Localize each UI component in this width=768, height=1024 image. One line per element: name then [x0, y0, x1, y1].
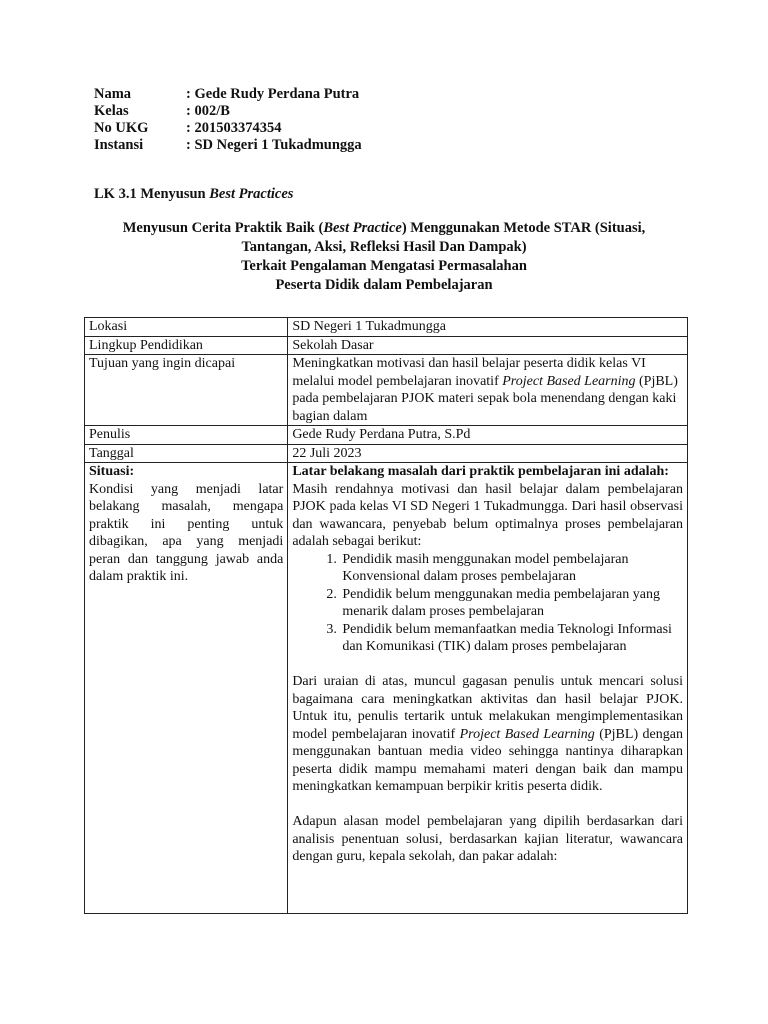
table-row-tanggal	[85, 444, 688, 463]
heading-line-1-italic: Best Practice	[323, 220, 402, 236]
heading-line-4: Peserta Didik dalam Pembelajaran	[275, 277, 493, 293]
latar-p2-italic: Project Based Learning	[459, 726, 595, 742]
identity-row-kelas	[94, 103, 362, 120]
cell-value-tujuan	[288, 355, 688, 426]
lk-title-prefix: LK 3.1 Menyusun	[94, 186, 210, 202]
heading-line-2: Tantangan, Aksi, Refleksi Hasil Dan Dampak)	[241, 239, 527, 255]
identity-label: Nama	[94, 86, 132, 102]
identity-label: No UKG	[94, 120, 149, 136]
identity-label: Instansi	[94, 137, 144, 153]
lk-title	[94, 186, 293, 203]
latar-p2-b: (PjBL) dengan menggunakan bantuan media video sehingga nantinya diharapkan peserta didik mampu memahami materi dengan baik dan mampu meningkatkan kemampuan berpikir kritis peserta didik.	[292, 726, 683, 794]
heading-line-1	[84, 219, 684, 238]
cell-value: SD Negeri 1 Tukadmungga	[288, 318, 688, 337]
cell-label: Lingkup Pendidikan	[85, 336, 288, 355]
latar-paragraph-3: Adapun alasan model pembelajaran yang dipilih berdasarkan dari analisis penentuan solusi, berdasarkan kajian literatur, wawancara dengan guru, kepala sekolah, dan pakar adalah:	[292, 814, 683, 864]
spacer	[292, 656, 683, 674]
latar-title: Latar belakang masalah dari praktik pembelajaran ini adalah:	[292, 464, 669, 479]
identity-value: : Gede Rudy Perdana Putra	[186, 86, 360, 102]
identity-value: : SD Negeri 1 Tukadmungga	[186, 137, 362, 153]
document-heading	[84, 219, 684, 295]
latar-paragraph-1: Masih rendahnya motivasi dan hasil belajar dalam pembelajaran PJOK pada kelas VI SD Negeri 1 Tukadmungga. Dari hasil observasi dan wawancara, penyebab belum optimalnya proses pembelajaran adalah sebagai berikut:	[292, 481, 683, 549]
latar-paragraph-2	[292, 673, 683, 796]
cell-label: Lokasi	[85, 318, 288, 337]
latar-p2-a: Dari uraian di atas, muncul gagasan penulis untuk mencari solusi bagaimana cara meningkatkan aktivitas dan hasil belajar PJOK. Untuk itu, penulis tertarik untuk melakukan mengimplementasikan model pembelajaran inovatif	[292, 674, 683, 742]
heading-line-1-b: ) Menggunakan Metode STAR (Situasi,	[401, 220, 646, 236]
latar-list	[292, 551, 683, 656]
identity-block	[94, 86, 362, 154]
situasi-description: Kondisi yang menjadi latar belakang masalah, mengapa praktik ini penting untuk dibagikan, apa yang menjadi peran dan tanggung jawab anda dalam praktik ini.	[89, 481, 284, 584]
cell-label: Tujuan yang ingin dicapai	[85, 355, 288, 426]
identity-row-no-ukg	[94, 120, 362, 137]
cell-value: 22 Juli 2023	[288, 444, 688, 463]
situasi-title: Situasi:	[89, 464, 135, 479]
table-row-tujuan	[85, 355, 688, 426]
lk-title-italic: Best Practices	[209, 186, 294, 202]
identity-row-nama	[94, 86, 362, 103]
heading-line-3: Terkait Pengalaman Mengatasi Permasalahan	[241, 258, 527, 274]
identity-value: : 002/B	[186, 103, 230, 119]
table-row-penulis	[85, 426, 688, 445]
list-item: 2. Pendidik belum menggunakan media pembelajaran yang menarik dalam proses pembelajaran	[340, 586, 683, 621]
identity-label: Kelas	[94, 103, 129, 119]
best-practice-table	[84, 317, 688, 914]
cell-label: Tanggal	[85, 444, 288, 463]
cell-label: Penulis	[85, 426, 288, 445]
table-row-lokasi	[85, 318, 688, 337]
spacer	[292, 796, 683, 814]
cell-latar-belakang	[288, 463, 688, 914]
tujuan-text-b: (PjBL) pada pembelajaran PJOK materi sepak bola menendang dengan kaki bagian dalam	[292, 373, 678, 424]
list-item: 1. Pendidik masih menggunakan model pembelajaran Konvensional dalam proses pembelajaran	[340, 551, 683, 586]
cell-situasi	[85, 463, 288, 914]
cell-value: Gede Rudy Perdana Putra, S.Pd	[288, 426, 688, 445]
tujuan-text-a: Meningkatkan motivasi dan hasil belajar peserta didik kelas VI melalui model pembelajaran inovatif	[292, 356, 646, 389]
identity-value: : 201503374354	[186, 120, 282, 136]
cell-value: Sekolah Dasar	[288, 336, 688, 355]
table-row-situasi	[85, 463, 688, 914]
identity-row-instansi	[94, 137, 362, 154]
table-row-lingkup	[85, 336, 688, 355]
tujuan-text-italic: Project Based Learning	[502, 373, 636, 389]
list-item: 3. Pendidik belum memanfaatkan media Teknologi Informasi dan Komunikasi (TIK) dalam proses pembelajaran	[340, 621, 683, 656]
heading-line-1-a: Menyusun Cerita Praktik Baik (	[122, 220, 324, 236]
